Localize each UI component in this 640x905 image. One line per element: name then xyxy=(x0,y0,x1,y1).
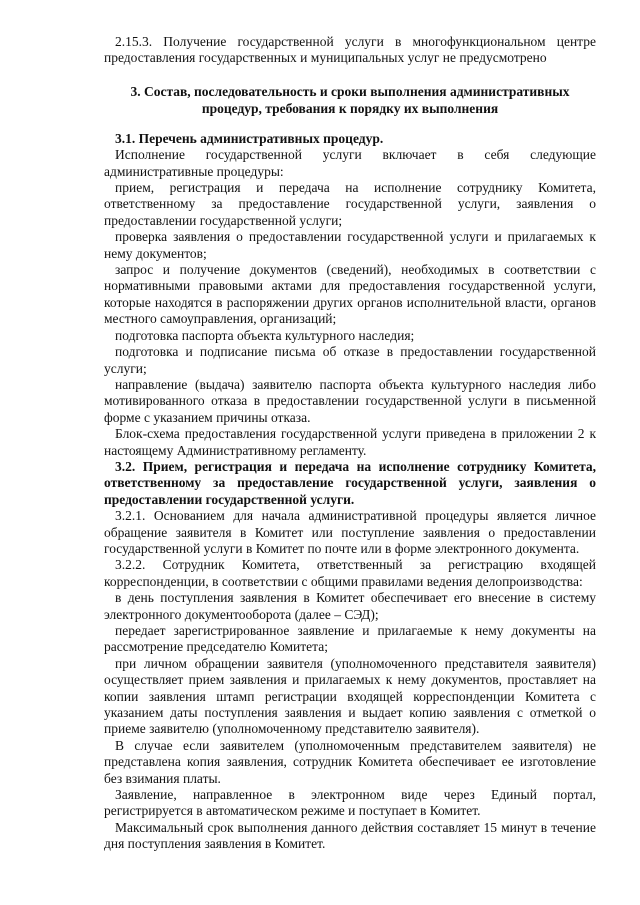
list-item: запрос и получение документов (сведений), необходимых в соответствии с нормативными правовыми актами для предоставления государственной услуги, которые находятся в распоряжении других органов исполнительной власти, органов местного самоуправления, организаций; xyxy=(104,262,596,327)
list-item: направление (выдача) заявителю паспорта объекта культурного наследия либо мотивированного отказа в предоставлении государственной услуги в письменной форме с указанием причины отказа. xyxy=(104,376,596,425)
subsection-3-1-title: 3.1. Перечень административных процедур. xyxy=(115,130,384,146)
paragraph-copy: В случае если заявителем (уполномоченным представителем заявителя) не представлена копия заявления, сотрудник Комитета обеспечивает ее изготовление без взимания платы. xyxy=(104,737,596,786)
section-3-title: 3. Состав, последовательность и сроки выполнения административных процедур, требования к порядку их выполнения xyxy=(130,83,570,116)
paragraph-portal: Заявление, направленное в электронном виде через Единый портал, регистрируется в автоматическом режиме и поступает в Комитет. xyxy=(104,787,596,819)
paragraph-3-2-1: 3.2.1. Основанием для начала административной процедуры является личное обращение заявителя в Комитет или поступление заявления о предоставлении государственной услуги в Комитет по почте или в форме электронного документа. xyxy=(104,508,596,556)
paragraph-3-2-2: 3.2.2. Сотрудник Комитета, ответственный за регистрацию входящей корреспонденции, в соответствии с общими правилами ведения делопроизводства: xyxy=(104,557,596,589)
list-item: проверка заявления о предоставлении государственной услуги и прилагаемых к нему документов; xyxy=(104,229,596,261)
list-item: при личном обращении заявителя (уполномоченного представителя заявителя) осуществляет прием заявления и прилагаемых к нему документов, проставляет на копии заявления штамп регистрации входящей корреспонденции Комитета с указанием даты поступления заявления и выдает копию заявления с отметкой о приеме заявителю (уполномоченному представителю заявителя). xyxy=(104,655,596,737)
paragraph-2-15-3: 2.15.3. Получение государственной услуги в многофункциональном центре предоставления государственных и муниципальных услуг не предусмотрено xyxy=(104,34,596,66)
subsection-3-2-title: 3.2. Прием, регистрация и передача на исполнение сотруднику Комитета, ответственному за предоставление государственной услуги, заявления о предоставлении государственной услуги. xyxy=(104,458,596,507)
paragraph-deadline: Максимальный срок выполнения данного действия составляет 15 минут в течение дня поступления заявления в Комитет. xyxy=(104,819,596,852)
list-item: передает зарегистрированное заявление и прилагаемые к нему документы на рассмотрение председателю Комитета; xyxy=(104,623,596,655)
list-item: подготовка паспорта объекта культурного наследия; xyxy=(115,327,415,343)
paragraph-block-scheme: Блок-схема предоставления государственной услуги приведена в приложении 2 к настоящему Административному регламенту. xyxy=(104,426,596,458)
list-item: подготовка и подписание письма об отказе в предоставлении государственной услуги; xyxy=(104,344,596,376)
list-item: в день поступления заявления в Комитет обеспечивает его внесение в систему электронного документооборота (далее – СЭД); xyxy=(104,590,596,622)
list-item: прием, регистрация и передача на исполнение сотруднику Комитета, ответственному за предоставление государственной услуги, заявления о предоставлении государственной услуги; xyxy=(104,180,596,228)
document-page xyxy=(104,34,596,853)
paragraph-intro: Исполнение государственной услуги включает в себя следующие административные процедуры: xyxy=(104,147,596,179)
